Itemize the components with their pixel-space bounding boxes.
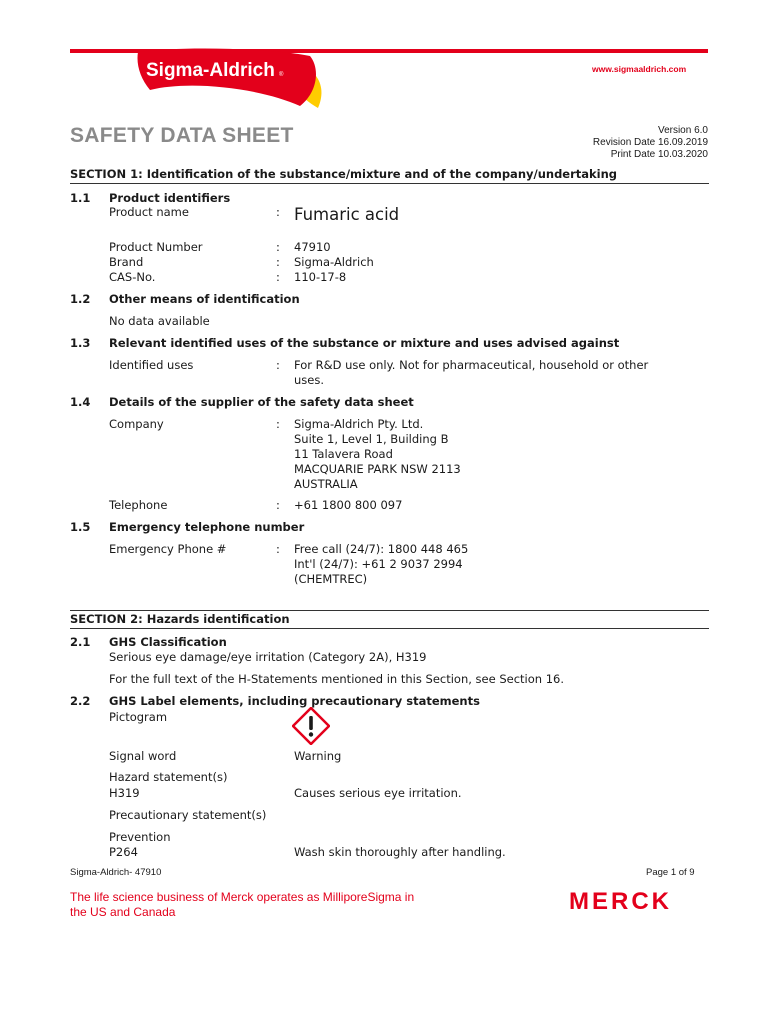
section-2-2-number: 2.2 <box>70 694 91 708</box>
telephone-value: +61 1800 800 097 <box>294 498 403 512</box>
section-1-4-number: 1.4 <box>70 395 91 409</box>
header-logo-banner <box>0 0 768 112</box>
document-title: SAFETY DATA SHEET <box>70 124 294 147</box>
cas-label: CAS-No. <box>109 270 156 284</box>
identified-uses-label: Identified uses <box>109 358 194 372</box>
colon: : <box>276 205 280 219</box>
product-name-label: Product name <box>109 205 189 219</box>
signal-word-value: Warning <box>294 749 342 763</box>
product-number-value: 47910 <box>294 240 331 254</box>
emergency-line-1: Free call (24/7): 1800 448 465 <box>294 542 469 556</box>
product-number-label: Product Number <box>109 240 203 254</box>
no-data-text: No data available <box>109 314 210 328</box>
merck-note <box>70 890 470 920</box>
merck-note-line-2: the US and Canada <box>70 905 176 919</box>
section-1-5-title: Emergency telephone number <box>109 520 305 534</box>
footer-product-ref: Sigma-Aldrich- 47910 <box>70 867 162 878</box>
company-line-3: 11 Talavera Road <box>294 447 393 461</box>
telephone-label: Telephone <box>109 498 168 512</box>
full-text-note: For the full text of the H-Statements mentioned in this Section, see Section 16. <box>109 672 565 686</box>
merck-note-line-1: The life science business of Merck operates as MilliporeSigma in <box>70 890 415 904</box>
p264-text: Wash skin thoroughly after handling. <box>294 845 506 859</box>
divider <box>70 628 709 629</box>
pictogram-label: Pictogram <box>109 710 168 724</box>
identified-uses-line-2: uses. <box>294 373 325 387</box>
classification-text: Serious eye damage/eye irritation (Category 2A), H319 <box>109 650 427 664</box>
sigma-aldrich-logo <box>0 0 768 112</box>
divider <box>70 183 709 184</box>
revision-date: Revision Date 16.09.2019 <box>592 137 708 148</box>
site-url[interactable]: www.sigmaaldrich.com <box>592 64 687 74</box>
company-line-1: Sigma-Aldrich Pty. Ltd. <box>294 417 424 431</box>
product-name-value: Fumaric acid <box>294 205 400 224</box>
brand-value: Sigma-Aldrich <box>294 255 374 269</box>
section-1-1-title: Product identifiers <box>109 191 231 205</box>
section-2-1-title: GHS Classification <box>109 635 227 649</box>
p264-code: P264 <box>109 845 138 859</box>
print-date: Print Date 10.03.2020 <box>610 149 708 160</box>
h319-code: H319 <box>109 786 140 800</box>
colon: : <box>276 542 280 556</box>
section-1-5-number: 1.5 <box>70 520 91 534</box>
company-label: Company <box>109 417 164 431</box>
section-1-3-title: Relevant identified uses of the substance or mixture and uses advised against <box>109 336 620 350</box>
exclamation-pictogram-icon <box>292 707 330 749</box>
merck-logo-text: MERCK <box>569 889 672 913</box>
section-2-1-number: 2.1 <box>70 635 91 649</box>
company-line-2: Suite 1, Level 1, Building B <box>294 432 449 446</box>
hazard-statements-label: Hazard statement(s) <box>109 770 228 784</box>
company-line-4: MACQUARIE PARK NSW 2113 <box>294 462 461 476</box>
colon: : <box>276 417 280 431</box>
page-number: Page 1 of 9 <box>646 867 695 878</box>
section-1-heading: SECTION 1: Identification of the substance/mixture and of the company/undertaking <box>70 167 618 181</box>
colon: : <box>276 498 280 512</box>
logo-text: Sigma-Aldrich <box>146 60 275 81</box>
merck-logo <box>569 889 715 917</box>
colon: : <box>276 255 280 269</box>
identified-uses-line-1: For R&D use only. Not for pharmaceutical, household or other <box>294 358 649 372</box>
section-2-2-title: GHS Label elements, including precautionary statements <box>109 694 480 708</box>
section-1-2-title: Other means of identification <box>109 292 300 306</box>
divider <box>70 610 709 611</box>
section-1-1-number: 1.1 <box>70 191 91 205</box>
company-line-5: AUSTRALIA <box>294 477 358 491</box>
svg-text:®: ® <box>279 72 284 78</box>
signal-word-label: Signal word <box>109 749 177 763</box>
emergency-line-2: Int'l (24/7): +61 2 9037 2994 <box>294 557 463 571</box>
cas-value: 110-17-8 <box>294 270 347 284</box>
colon: : <box>276 240 280 254</box>
emergency-line-3: (CHEMTREC) <box>294 572 368 586</box>
emergency-phone-label: Emergency Phone # <box>109 542 227 556</box>
colon: : <box>276 270 280 284</box>
h319-text: Causes serious eye irritation. <box>294 786 462 800</box>
brand-label: Brand <box>109 255 144 269</box>
prevention-label: Prevention <box>109 830 171 844</box>
version: Version 6.0 <box>657 125 708 136</box>
section-2-heading: SECTION 2: Hazards identification <box>70 612 290 626</box>
section-1-2-number: 1.2 <box>70 292 91 306</box>
section-1-4-title: Details of the supplier of the safety data sheet <box>109 395 414 409</box>
precautionary-statements-label: Precautionary statement(s) <box>109 808 267 822</box>
section-1-3-number: 1.3 <box>70 336 91 350</box>
colon: : <box>276 358 280 372</box>
